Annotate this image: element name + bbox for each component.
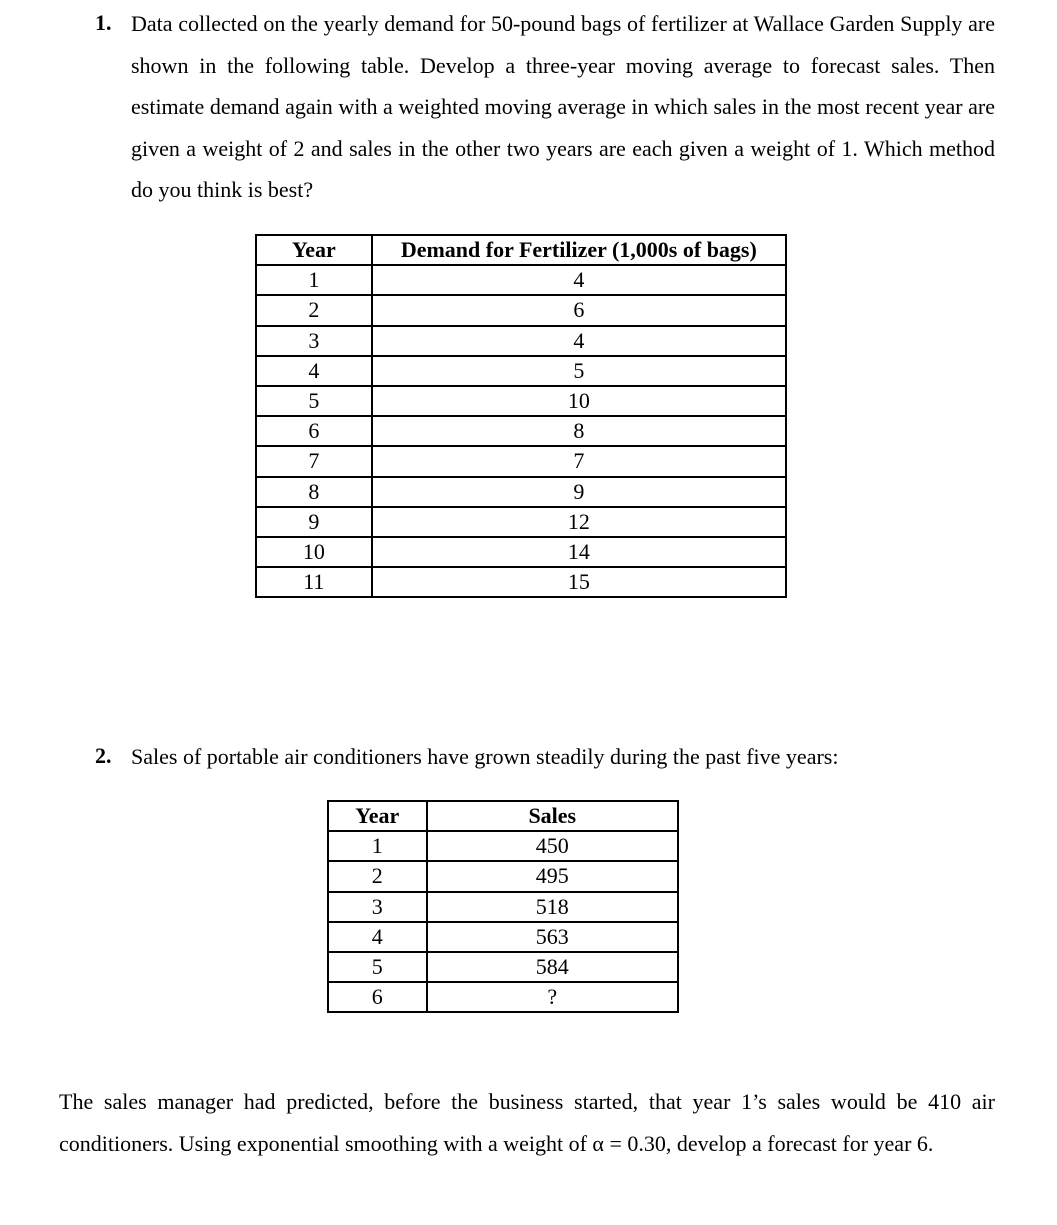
table-row — [256, 356, 786, 386]
table-row — [256, 507, 786, 537]
table-header-row — [328, 801, 678, 831]
problem-1-text: Data collected on the yearly demand for 50-pound bags of fertilizer at Wallace Garden Supply are shown in the following table. Develop a three-year moving average to forecast sales. Then estimate demand again with a weighted moving average in which sales in the most recent year are given a weight of 2 and sales in the other two years are each given a weight of 1. Which method do you think is best? — [131, 11, 995, 202]
year-cell: 9 — [256, 507, 372, 537]
demand-cell: 4 — [372, 326, 786, 356]
year-cell: 8 — [256, 477, 372, 507]
year-cell: 6 — [328, 982, 427, 1012]
sales-cell: 450 — [427, 831, 678, 861]
year-cell: 6 — [256, 416, 372, 446]
column-header-demand: Demand for Fertilizer (1,000s of bags) — [372, 235, 786, 265]
demand-cell: 5 — [372, 356, 786, 386]
year-cell: 7 — [256, 446, 372, 476]
year-cell: 5 — [256, 386, 372, 416]
sales-cell: 584 — [427, 952, 678, 982]
year-cell: 10 — [256, 537, 372, 567]
year-cell: 1 — [328, 831, 427, 861]
table-row — [256, 326, 786, 356]
demand-cell: 9 — [372, 477, 786, 507]
table-row — [328, 892, 678, 922]
year-cell: 11 — [256, 567, 372, 597]
demand-cell: 7 — [372, 446, 786, 476]
column-header-year: Year — [256, 235, 372, 265]
table-row — [256, 477, 786, 507]
demand-cell: 4 — [372, 265, 786, 295]
table-row — [256, 537, 786, 567]
demand-cell: 15 — [372, 567, 786, 597]
fertilizer-demand-table — [255, 234, 787, 598]
demand-cell: 8 — [372, 416, 786, 446]
year-cell: 4 — [328, 922, 427, 952]
table-row — [328, 831, 678, 861]
table-row — [256, 295, 786, 325]
air-conditioner-sales-table — [327, 800, 679, 1013]
year-cell: 5 — [328, 952, 427, 982]
sales-cell: 518 — [427, 892, 678, 922]
year-cell: 3 — [328, 892, 427, 922]
table-row — [328, 922, 678, 952]
sales-cell: ? — [427, 982, 678, 1012]
year-cell: 4 — [256, 356, 372, 386]
column-header-sales: Sales — [427, 801, 678, 831]
demand-cell: 14 — [372, 537, 786, 567]
demand-cell: 10 — [372, 386, 786, 416]
table-row — [328, 982, 678, 1012]
table-row — [328, 861, 678, 891]
sales-cell: 495 — [427, 861, 678, 891]
problem-1-number: 1. — [95, 10, 112, 35]
table-row — [256, 567, 786, 597]
year-cell: 2 — [256, 295, 372, 325]
demand-cell: 6 — [372, 295, 786, 325]
column-header-year: Year — [328, 801, 427, 831]
problem-2-text: Sales of portable air conditioners have grown steadily during the past five years: — [131, 744, 839, 769]
table-row — [256, 265, 786, 295]
year-cell: 1 — [256, 265, 372, 295]
table-row — [256, 386, 786, 416]
table-row — [328, 952, 678, 982]
table-row — [256, 416, 786, 446]
problem-2-number: 2. — [95, 743, 112, 768]
year-cell: 2 — [328, 861, 427, 891]
problem-2-followup-text: The sales manager had predicted, before the business started, that year 1’s sales would be 410 air conditioners. Using exponential smoothing with a weight of α = 0.30, develop a forecast for year 6. — [59, 1089, 995, 1156]
sales-cell: 563 — [427, 922, 678, 952]
year-cell: 3 — [256, 326, 372, 356]
table-row — [256, 446, 786, 476]
demand-cell: 12 — [372, 507, 786, 537]
table-header-row — [256, 235, 786, 265]
